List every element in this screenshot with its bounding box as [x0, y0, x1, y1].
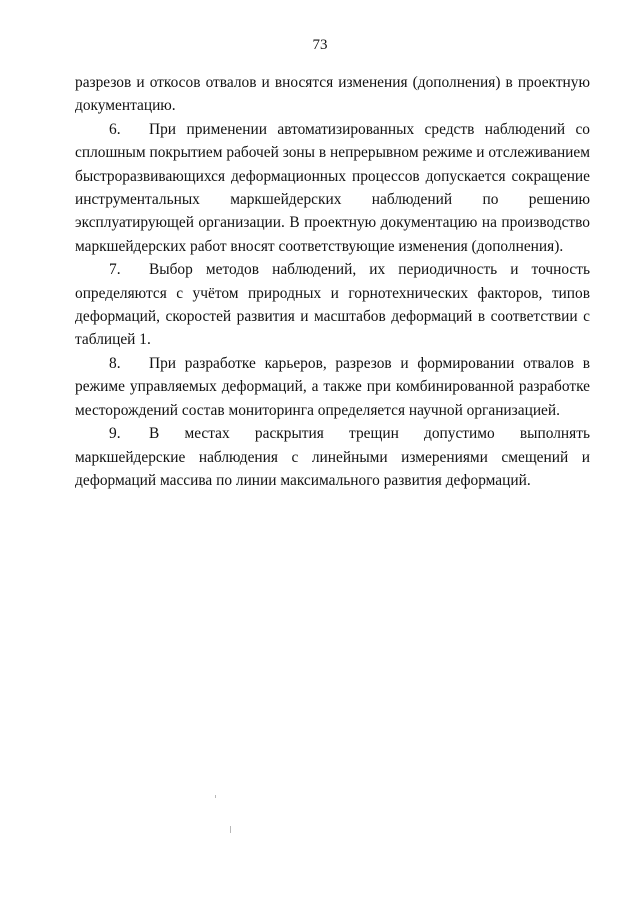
paragraph-number: 6.: [109, 120, 121, 138]
paragraph-text: При разработке карьеров, разрезов и формировании отвалов в режиме управляемых деформаций, а также при комбинированной разработке месторождений состав мониторинга определяется научной организацией.: [75, 354, 590, 419]
page-number: 73: [312, 37, 328, 53]
paragraph-item-8: [75, 352, 590, 422]
paragraph-number: 9.: [109, 425, 121, 443]
paragraph-item-7: [75, 258, 590, 352]
paragraph-item-6: [75, 118, 590, 258]
paragraph-number: 7.: [109, 261, 121, 279]
scan-mark: [215, 795, 216, 798]
paragraph-item-9: [75, 422, 590, 492]
paragraph-continuation: [75, 71, 590, 118]
paragraph-text: В местах раскрытия трещин допустимо выполнять маркшейдерские наблюдения с линейными измерениями смещений и деформаций массива по линии максимального развития деформаций.: [75, 425, 590, 489]
paragraph-text: При применении автоматизированных средств наблюдений со сплошным покрытием рабочей зоны в непрерывном режиме и отслеживанием быстроразвивающихся деформационных процессов допускается сокращение инструментальных маркшейдерских наблюдений по решению эксплуатирующей организации. В проектную документацию на производство маркшейдерских работ вносят соответствующие изменения (дополнения).: [75, 120, 590, 255]
paragraph-text: Выбор методов наблюдений, их периодичность и точность определяются с учётом природных и горнотехнических факторов, типов деформаций, скоростей развития и масштабов деформаций в соответствии с таблицей 1.: [75, 261, 590, 349]
document-body: [75, 71, 590, 492]
scan-mark: [230, 826, 231, 833]
paragraph-number: 8.: [109, 354, 121, 372]
paragraph-text: разрезов и откосов отвалов и вносятся изменения (дополнения) в проектную документацию.: [75, 74, 590, 115]
